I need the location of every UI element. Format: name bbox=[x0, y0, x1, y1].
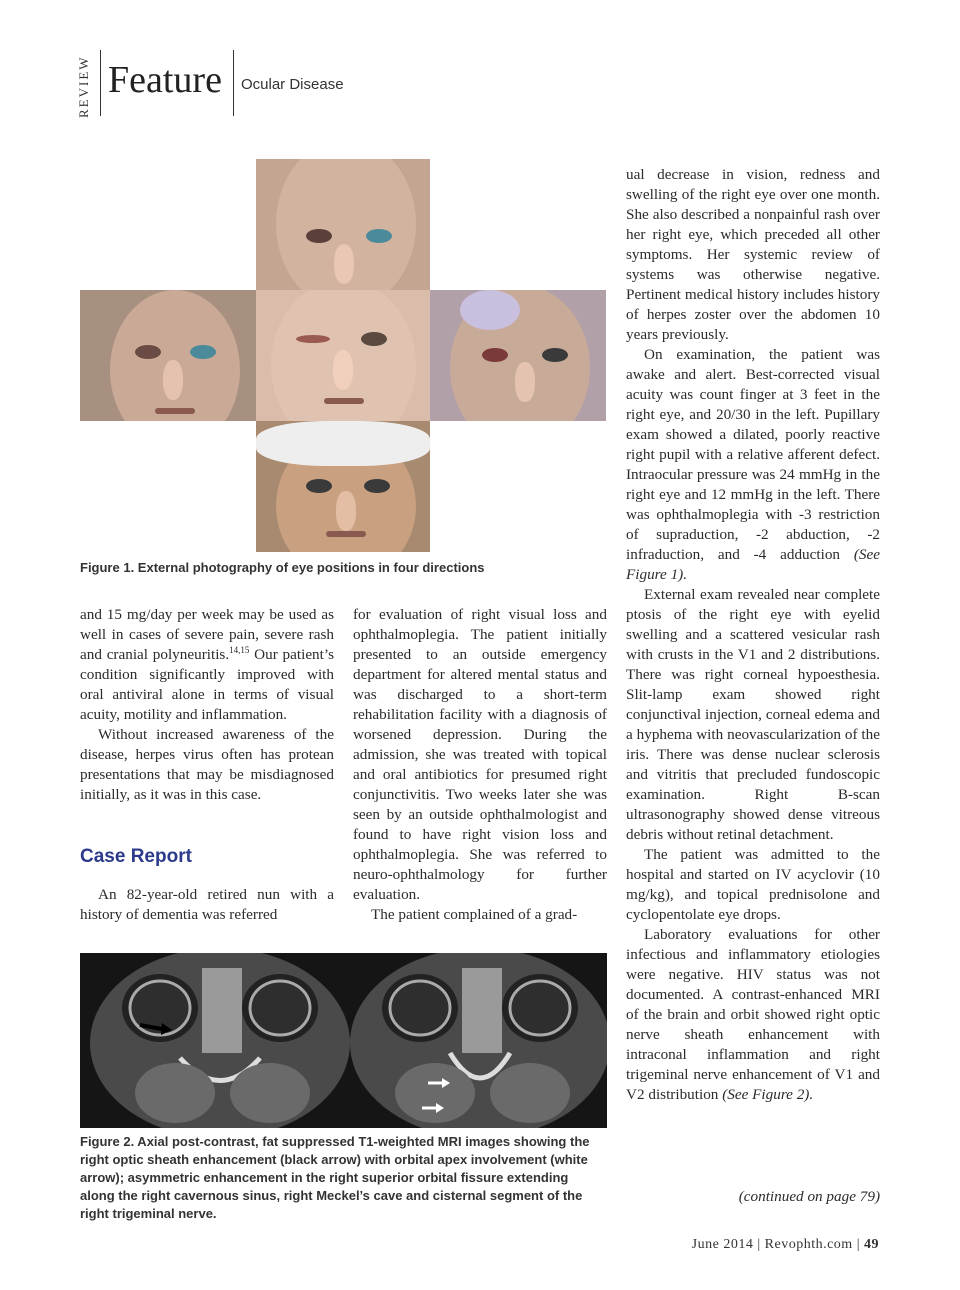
paragraph: On examination, the patient was awake and alert. Best-corrected visual acuity was count finger at 3 feet in the right eye, and 20/30 in the left. Pupillary exam showed a dilated, poorly reactive right pupil with a relative afferent defect. Intraocular pressure was 24 mmHg in the right eye and 12 mmHg in the left. There was ophthalmoplegia with -3 restriction of supraduction, -2 abduction, -2 infraduction, and -4 adduction (See Figure 1). bbox=[626, 346, 880, 583]
section-title: Feature bbox=[108, 59, 222, 101]
paragraph: External exam revealed near complete ptosis of the right eye with eyelid swelling and a scattered vesicular rash with crusts in the V1 and 2 distributions. There was right corneal hypoesthesia. Slit-lamp exam showed right conjunctival injection, corneal edema and a hyphema with neovascularization of the iris. There was dense nuclear sclerosis and vitritis that precluded fundoscopic examination. Right B-scan ultrasonography showed dense vitreous debris without retinal detachment. bbox=[626, 586, 880, 843]
continued-note: (continued on page 79) bbox=[738, 1188, 880, 1205]
header-divider bbox=[100, 50, 101, 116]
column-3 bbox=[626, 165, 880, 1105]
column-1-continued bbox=[80, 885, 334, 925]
page-footer bbox=[692, 1237, 879, 1253]
figure-1-caption: Figure 1. External photography of eye positions in four directions bbox=[80, 560, 485, 575]
figure-reference: (See Figure 2). bbox=[722, 1086, 814, 1103]
paragraph: ual decrease in vision, redness and swelling of the right eye over one month. She also described a nonpainful rash over her right eye, which preceded all other symptoms. Her systemic review of systems was otherwise negative. Pertinent medical history includes history of herpes zoster over the abdomen 10 years previously. bbox=[626, 166, 880, 343]
section-subtitle: Ocular Disease bbox=[241, 76, 344, 93]
photo-up-gaze bbox=[256, 159, 430, 290]
column-2 bbox=[353, 605, 607, 925]
paragraph: and 15 mg/day per week may be used as well in cases of severe pain, severe rash and cranial polyneuritis.$^{14,15}$ Our patient’s condition significantly improved with oral antiviral alone in terms of visual acuity, motility and inflammation. bbox=[80, 606, 334, 723]
photo-left-gaze bbox=[430, 290, 606, 421]
footer-divider: | bbox=[757, 1237, 765, 1252]
paragraph: The patient complained of a grad- bbox=[371, 906, 578, 923]
case-report-heading: Case Report bbox=[80, 846, 192, 867]
paragraph: for evaluation of right visual loss and ophthalmoplegia. The patient initially presented to an outside emergency department for altered mental status and was discharged to a short-term rehabilitation facility with a diagnosis of worsened depression. During the admission, she was treated with topical and oral antibiotics for presumed right conjunctivitis. Two weeks later she was seen by an outside ophthalmologist and found to have right vision loss and ophthalmoplegia. She was referred to neuro-ophthalmology for further evaluation. bbox=[353, 606, 607, 903]
site-name: Revophth.com bbox=[764, 1237, 853, 1252]
paragraph: An 82-year-old retired nun with a history of dementia was referred bbox=[80, 886, 334, 923]
paragraph: The patient was admitted to the hospital and started on IV acyclovir (10 mg/kg), and topical prednisolone and cyclopentolate eye drops. bbox=[626, 846, 880, 923]
review-tag bbox=[72, 48, 100, 118]
issue-date: June 2014 bbox=[691, 1237, 754, 1252]
review-label: REVIEW bbox=[76, 55, 91, 118]
photo-right-gaze bbox=[80, 290, 256, 421]
mri-figure bbox=[80, 953, 607, 1128]
header-divider bbox=[233, 50, 234, 116]
mri-image bbox=[80, 953, 607, 1128]
paragraph: Laboratory evaluations for other infectious and inflammatory etiologies were negative. HIV status was not documented. A contrast-enhanced MRI of the brain and orbit showed right optic nerve sheath enhancement with intraconal inflammation and right trigeminal nerve enhancement of V1 and V2 distribution (See Figure 2). bbox=[626, 926, 880, 1103]
figure-reference: (See Figure 1). bbox=[626, 546, 880, 583]
photo-down-gaze bbox=[256, 421, 430, 552]
figure-2-caption: Figure 2. Axial post-contrast, fat suppressed T1-weighted MRI images showing the right optic sheath enhancement (black arrow) with orbital apex involvement (white arrow); asymmetric enhancement in the right superior orbital fissure extending along the right cavernous sinus, right Meckel’s cave and cisternal segment of the right trigeminal nerve. bbox=[80, 1134, 590, 1221]
reference-superscript: 14,15 bbox=[229, 644, 250, 655]
photo-primary-gaze bbox=[256, 290, 430, 421]
page-number: 49 bbox=[864, 1237, 879, 1252]
paragraph: Without increased awareness of the disease, herpes virus often has protean presentations that may be misdiagnosed initially, as it was in this case. bbox=[80, 726, 334, 803]
footer-divider: | bbox=[856, 1237, 864, 1252]
column-1 bbox=[80, 605, 334, 805]
